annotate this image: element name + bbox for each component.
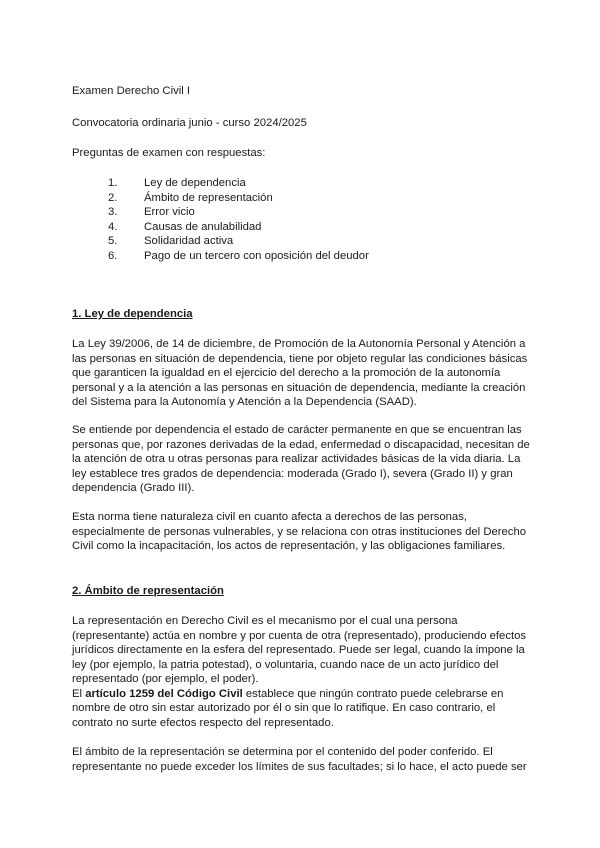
heading-text: 2. Ámbito de representación [72,585,224,597]
paragraph-line: las personas en situación de dependencia, tiene por objeto regular las condiciones básicas [72,352,528,365]
session-line [72,116,522,131]
list-item [108,220,369,235]
article-prefix: El [72,687,86,700]
document-title [72,84,522,99]
list-number: 1. [108,177,118,189]
paragraph [72,510,527,554]
paragraph [72,614,527,730]
paragraph [72,337,528,410]
intro-line [72,146,522,161]
paragraph-line [72,687,522,702]
list-text: Ámbito de representación [144,191,273,204]
paragraph-line: La Ley 39/2006, de 14 de diciembre, de Promoción de la Autonomía Personal y Atención a [72,338,526,350]
paragraph-line: personas que, por razones derivadas de la edad, enfermedad o discapacidad, necesitan de [72,438,530,451]
section-heading-2 [72,584,522,599]
paragraph-line: (representante) actúa en nombre y por cuenta de otra (representado), produciendo efectos [72,629,527,642]
list-number: 6. [108,249,118,262]
paragraph-line: Esta norma tiene naturaleza civil en cuanto afecta a derechos de las personas, [72,511,467,523]
question-list [108,176,369,263]
paragraph-line: que garanticen la igualdad en el ejercicio del derecho a la promoción de la autonomía [72,367,501,379]
paragraph-line: del Sistema para la Autonomía y Atención a la Dependencia (SAAD). [72,396,417,408]
list-number: 5. [108,235,118,247]
title-text: Examen Derecho Civil I [72,85,191,97]
list-item [108,176,369,191]
list-number: 3. [108,206,118,218]
list-item [108,234,369,249]
heading-text: 1. Ley de dependencia [72,308,193,320]
paragraph-line: dependencia (Grado III). [72,482,195,494]
paragraph-line: El ámbito de la representación se determina por el contenido del poder conferido. El [72,746,493,758]
paragraph-line: Se entiende por dependencia el estado de carácter permanente en que se encuentran las [72,424,522,436]
paragraph-line: ley (por ejemplo, la patria potestad), o voluntaria, cuando nace de un acto jurídico del [72,658,499,671]
list-text: Error vicio [144,206,195,218]
section-heading-1 [72,307,522,322]
article-reference: artículo 1259 del Código Civil [85,687,243,700]
list-item [108,249,369,264]
list-item [108,191,369,206]
intro-text: Preguntas de examen con respuestas: [72,147,266,159]
paragraph [72,745,527,774]
paragraph-line: representante no puede exceder los límites de sus facultades; si lo hace, el acto puede ser [72,760,527,773]
paragraph [72,423,530,496]
list-number: 2. [108,191,118,204]
list-item [108,205,369,220]
article-suffix: establece que ningún contrato puede celebrarse en [242,687,504,700]
paragraph-line: La representación en Derecho Civil es el mecanismo por el cual una persona [72,615,458,627]
list-number: 4. [108,220,118,233]
paragraph-line: representado (por ejemplo, el poder). [72,673,259,685]
paragraph-line: especialmente de personas vulnerables, y se relaciona con otras instituciones del Derecho [72,525,527,538]
paragraph-line: contrato no surte efectos respecto del representado. [72,716,334,729]
list-text: Pago de un tercero con oposición del deudor [144,249,369,262]
paragraph-line: personal y a la atención a las personas en situación de dependencia, mediante la creación [72,381,526,394]
paragraph-line: la atención de otra u otras personas para realizar actividades básicas de la vida diaria. La [72,453,521,465]
list-text: Ley de dependencia [144,177,246,189]
paragraph-line: ley establece tres grados de dependencia: moderada (Grado I), severa (Grado II) y gran [72,467,513,480]
paragraph-line: nombre de otro sin estar autorizado por él o sin que lo ratifique. En caso contrario, el [72,702,496,714]
paragraph-line: Civil como la incapacitación, los actos de representación, y las obligaciones familiares. [72,540,506,552]
list-text: Solidaridad activa [144,235,234,247]
session-text: Convocatoria ordinaria junio - curso 2024/2025 [72,117,307,129]
paragraph-line: jurídicos directamente en la esfera del representado. Puede ser legal, cuando la impone la [72,644,525,656]
list-text: Causas de anulabilidad [144,220,262,233]
